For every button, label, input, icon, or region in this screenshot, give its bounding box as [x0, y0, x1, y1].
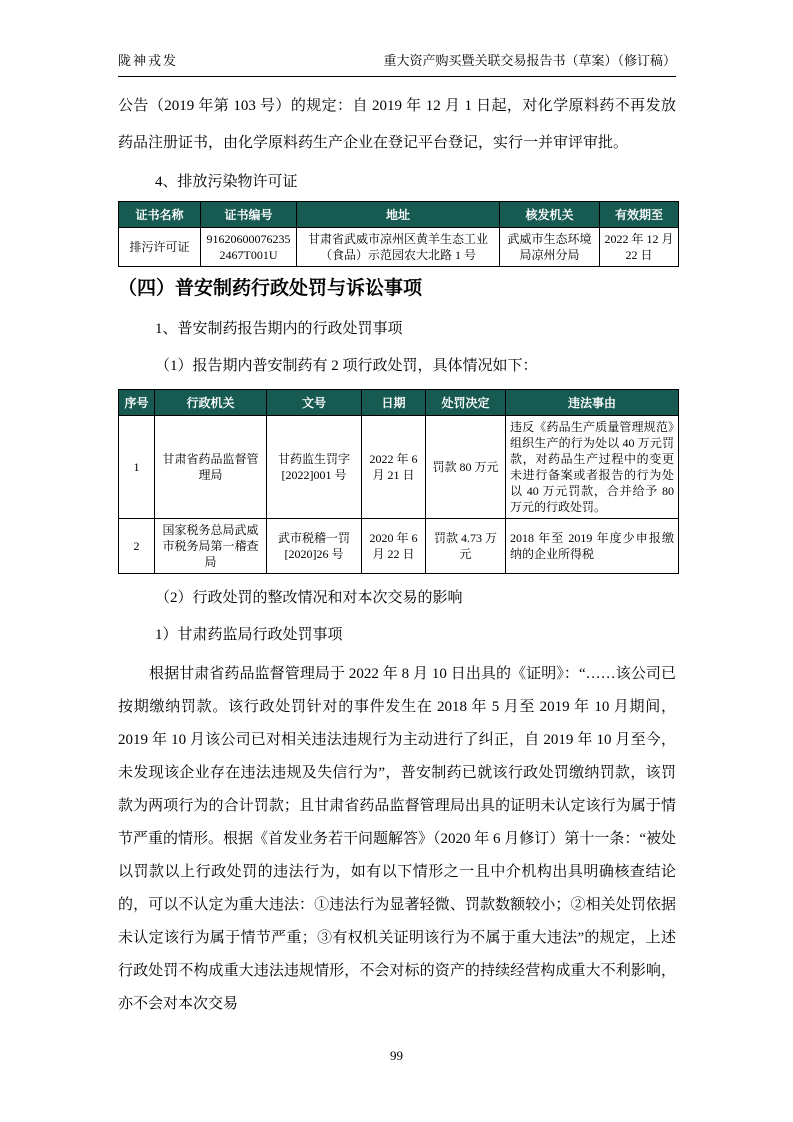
penalty-table-row-2	[119, 519, 679, 574]
penalty-cell-date: 2022 年 6 月 21 日	[362, 416, 426, 519]
page-header	[118, 50, 676, 77]
penalty-cell-index: 2	[119, 519, 155, 574]
list-item-penalty-matters: 1、普安制药报告期内的行政处罚事项	[155, 321, 403, 337]
penalty-header-doc-no: 文号	[267, 390, 362, 416]
permit-table	[118, 201, 679, 267]
permit-cell-address: 甘肃省武威市凉州区黄羊生态工业（食品）示范园农大北路 1 号	[297, 228, 500, 267]
penalty-cell-reason: 2018 年至 2019 年度少申报缴纳的企业所得税	[506, 519, 679, 574]
permit-table-header-row	[119, 202, 679, 228]
penalty-header-authority: 行政机关	[155, 390, 267, 416]
permit-cell-authority: 武威市生态环境局凉州分局	[500, 228, 600, 267]
penalty-header-reason: 违法事由	[506, 390, 679, 416]
permit-cell-valid-until: 2022 年 12 月 22 日	[600, 228, 679, 267]
header-report-title: 重大资产购买暨关联交易报告书（草案）（修订稿）	[383, 53, 676, 68]
penalty-cell-index: 1	[119, 416, 155, 519]
list-item-pollution-permit: 4、排放污染物许可证	[155, 174, 298, 190]
penalty-table-header-row	[119, 390, 679, 416]
list-item-rectification: （2）行政处罚的整改情况和对本次交易的影响	[155, 590, 463, 606]
page-number: 99	[390, 1048, 403, 1063]
header-company-name: 陇神戎发	[118, 53, 179, 68]
penalty-table	[118, 389, 679, 574]
permit-header-cert-name: 证书名称	[119, 202, 201, 228]
permit-table-row	[119, 228, 679, 267]
permit-cell-cert-no: 916206000762352467T001U	[201, 228, 297, 267]
penalty-cell-date: 2020 年 6 月 22 日	[362, 519, 426, 574]
penalty-cell-authority: 甘肃省药品监督管理局	[155, 416, 267, 519]
permit-header-valid-until: 有效期至	[600, 202, 679, 228]
penalty-cell-decision: 罚款 4.73 万元	[426, 519, 506, 574]
penalty-cell-doc-no: 武市税稽一罚[2020]26 号	[267, 519, 362, 574]
penalty-header-decision: 处罚决定	[426, 390, 506, 416]
paragraph-explanation: 根据甘肃省药品监督管理局于 2022 年 8 月 10 日出具的《证明》：“……该公司已按期缴纳罚款。该行政处罚针对的事件发生在 2018 年 5 月至 2019 年 10 月期间，2019 年 10 月该公司已对相关违法违规行为主动进行了纠正，自 2019 年 10 月至今，未发现该企业存在违法违规及失信行为”，普安制药已就该行政处罚缴纳罚款，该罚款为两项行为的合计罚款；且甘肃省药品监督管理局出具的证明未认定该行为属于情节严重的情形。根据《首发业务若干问题解答》（2020 年 6 月修订）第十一条：“被处以罚款以上行政处罚的违法行为，如有以下情形之一且中介机构出具明确核查结论的，可以不认定为重大违法：①违法行为显著轻微、罚款数额较小；②相关处罚依据未认定该行为属于情节严重；③有权机关证明该行为不属于重大违法”的规定，上述行政处罚不构成重大违法违规情形，不会对标的资产的持续经营构成重大不利影响，亦不会对本次交易	[118, 666, 676, 1012]
penalty-cell-reason: 违反《药品生产质量管理规范》组织生产的行为处以 40 万元罚款，对药品生产过程中的变更未进行备案或者报告的行为处以 40 万元罚款，合并给予 80 万元的行政处罚。	[506, 416, 679, 519]
penalty-header-date: 日期	[362, 390, 426, 416]
permit-header-address: 地址	[297, 202, 500, 228]
penalty-cell-authority: 国家税务总局武威市税务局第一稽查局	[155, 519, 267, 574]
permit-header-authority: 核发机关	[500, 202, 600, 228]
penalty-table-row-1	[119, 416, 679, 519]
penalty-cell-decision: 罚款 80 万元	[426, 416, 506, 519]
paragraph-announcement: 公告（2019 年第 103 号）的规定：自 2019 年 12 月 1 日起，对化学原料药不再发放药品注册证书，由化学原料药生产企业在登记平台登记，实行一并审评审批。	[118, 98, 676, 151]
permit-cell-cert-name: 排污许可证	[119, 228, 201, 267]
section-heading-puan-penalty: （四）普安制药行政处罚与诉讼事项	[118, 278, 423, 299]
permit-header-cert-no: 证书编号	[201, 202, 297, 228]
list-item-penalty-intro: （1）报告期内普安制药有 2 项行政处罚，具体情况如下：	[155, 358, 538, 374]
list-item-gansu-authority: 1）甘肃药监局行政处罚事项	[155, 627, 343, 643]
penalty-header-index: 序号	[119, 390, 155, 416]
penalty-cell-doc-no: 甘药监生罚字[2022]001 号	[267, 416, 362, 519]
